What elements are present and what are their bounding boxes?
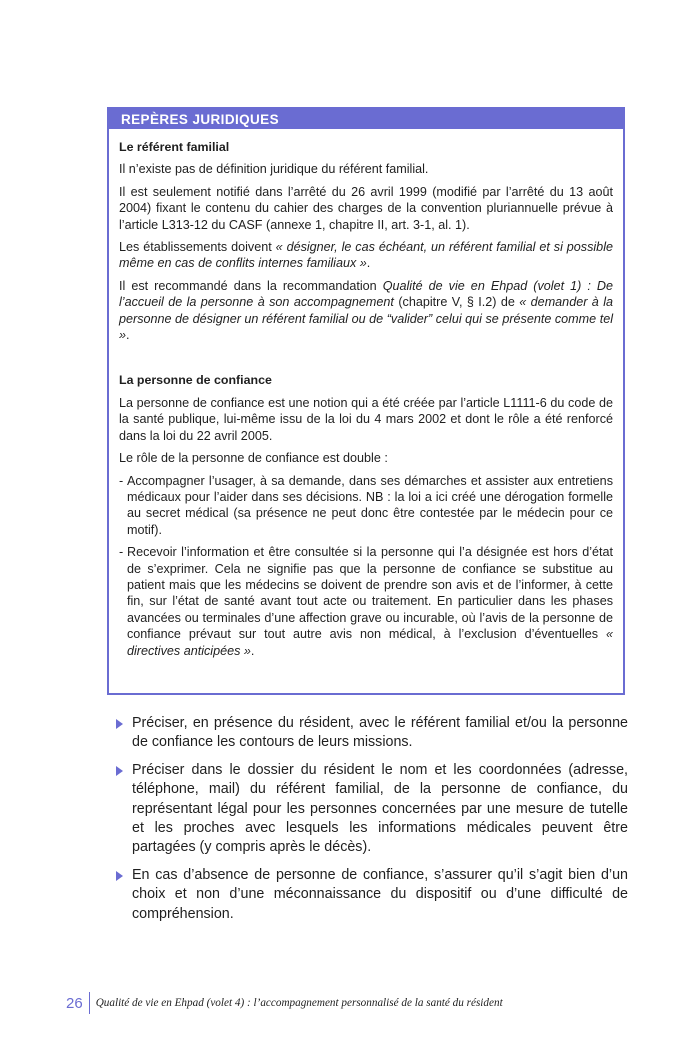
- triangle-bullet-icon: [116, 766, 123, 776]
- section-heading-referent: Le référent familial: [119, 140, 230, 154]
- recommendation-list: [116, 714, 628, 932]
- text: .: [126, 328, 130, 343]
- text: (chapitre V, § I.2) de: [393, 295, 520, 310]
- text: Les établissements doivent: [119, 240, 276, 255]
- bullet-text: Préciser, en présence du résident, avec le référent familial et/ou la personne de confiance les contours de leurs missions.: [132, 715, 628, 751]
- triangle-bullet-icon: [116, 719, 123, 729]
- quote: « désigner, le cas échéant, un référent familial et si possible même en cas de conflits internes familiaux »: [119, 240, 613, 271]
- footer-title: Qualité de vie en Ehpad (volet 4) : l’accompagnement personnalisé de la santé du résident: [95, 997, 503, 1009]
- list-item: [119, 473, 613, 539]
- paragraph: Il n’existe pas de définition juridique du référent familial.: [119, 162, 429, 177]
- paragraph: [119, 278, 613, 344]
- dash-marker: -: [119, 473, 124, 488]
- paragraph: La personne de confiance est une notion qui a été créée par l’article L1111-6 du code de la santé publique, lui-même issu de la loi du 4 mars 2002 et dont le rôle a été renforcé dans la loi du 22 avril 2005.: [119, 395, 613, 443]
- list-item: [119, 544, 613, 659]
- text: .: [250, 643, 255, 658]
- divider: [89, 992, 90, 1014]
- quote: « directives anticipées »: [127, 627, 613, 658]
- text: .: [366, 256, 371, 271]
- list-item: [116, 866, 628, 924]
- section-heading-confiance: La personne de confiance: [119, 373, 272, 388]
- list-item-text: Recevoir l’information et être consultée si la personne qui l’a désignée est hors d’état de s’exprimer. Cela ne signifie pas que la personne de confiance se substitue au patient mais que les médecins se doivent de prendre son avis et de l’informer, à cette fin, sur l’état de santé avant tout acte ou traitement. En particulier dans les phases avancées ou terminales d’une affection grave ou incurable, où l’avis de la personne de confiance prévaut sur tout autre avis non médical, à l’exclusion d’éventuelles: [127, 545, 613, 642]
- triangle-bullet-icon: [116, 871, 123, 881]
- quote: « demander à la personne de désigner un référent familial ou de “valider” celui qui se présente comme tel »: [119, 295, 613, 343]
- page-footer: [66, 992, 503, 1014]
- page-number: 26: [66, 994, 83, 1012]
- text: Il est recommandé dans la recommandation: [119, 278, 383, 293]
- dash-marker: -: [119, 545, 124, 560]
- paragraph: Le rôle de la personne de confiance est double :: [119, 451, 388, 466]
- list-item-text: Accompagner l’usager, à sa demande, dans ses démarches et assister aux entretiens médicaux pour l’aider dans ses décisions. NB : la loi a ici créé une dérogation formelle au secret médical (sa présence ne peut donc être contestée par le médecin pour ce motif).: [127, 473, 613, 537]
- publication-title: Qualité de vie en Ehpad (volet 1) : De l’accueil de la personne à son accompagnement: [119, 278, 613, 310]
- paragraph: Il est seulement notifié dans l’arrêté du 26 avril 1999 (modifié par l’arrêté du 13 août 2004) fixant le contenu du cahier des charges de la convention pluriannuelle prévue à l’article L313-12 du CASF (annexe 1, chapitre II, art. 3-1, al. 1).: [119, 184, 613, 232]
- list-item: [116, 714, 628, 753]
- role-list: [119, 473, 613, 659]
- bullet-text: En cas d’absence de personne de confiance, s’assurer qu’il s’agit bien d’un choix et non d’une méconnaissance du dispositif ou d’une difficulté de compréhension.: [132, 866, 628, 922]
- bullet-text: Préciser dans le dossier du résident le nom et les coordonnées (adresse, téléphone, mail) du référent familial, de la personne de confiance, du représentant légal pour les personnes concernées par une mesure de tutelle et les proches avec lesquels les informations médicales peuvent être partagées (y compris après le décès).: [132, 761, 628, 856]
- box-title: REPÈRES JURIDIQUES: [109, 109, 623, 129]
- paragraph: [119, 239, 613, 272]
- box-body: [109, 129, 623, 659]
- legal-references-box: [107, 107, 625, 695]
- list-item: [116, 761, 628, 858]
